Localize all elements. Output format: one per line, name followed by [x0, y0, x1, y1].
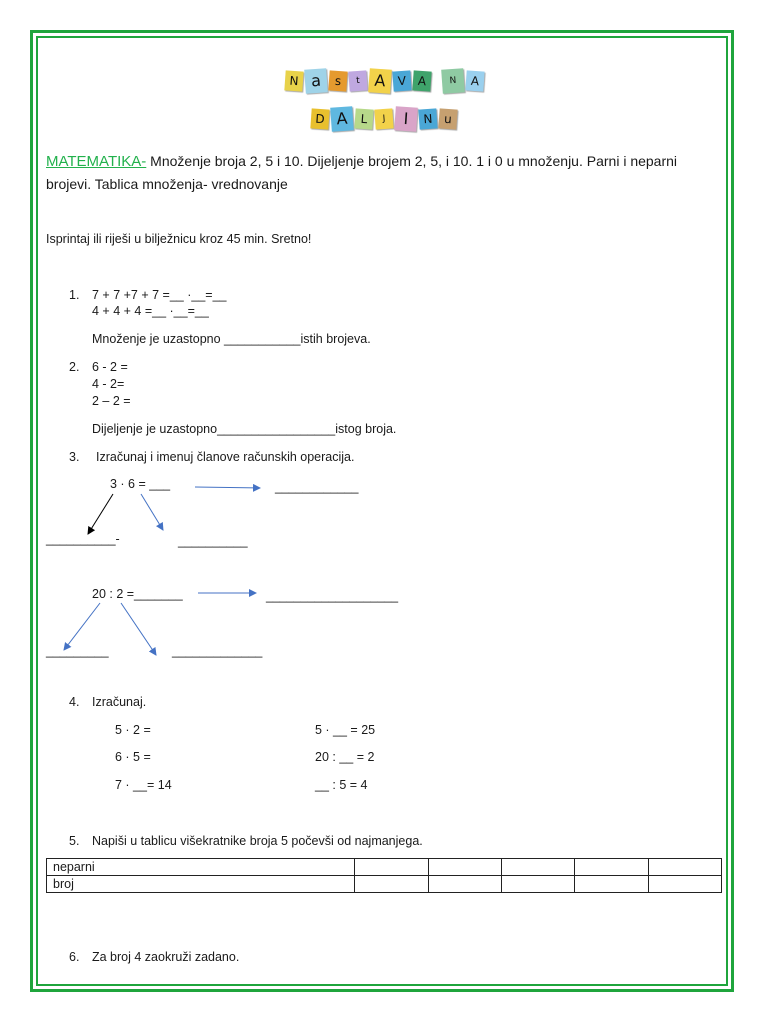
table-cell[interactable]: [428, 876, 501, 893]
table-cell[interactable]: [428, 859, 501, 876]
task6-number: 6.: [69, 950, 80, 964]
task5-number: 5.: [69, 834, 80, 848]
task2-line3: 2 – 2 =: [92, 394, 131, 408]
arrow-mult-result: [195, 487, 260, 488]
task4-left-3: 7 · __= 14: [115, 778, 172, 792]
task3-div-result-blank: ___________________: [266, 589, 399, 603]
logo-letter-tile: u: [438, 108, 457, 129]
logo-letter-tile: A: [412, 70, 431, 91]
logo-letter-tile: N: [441, 68, 465, 93]
task3-number: 3.: [69, 450, 80, 464]
table-cell[interactable]: [648, 859, 721, 876]
table-row: [47, 859, 722, 876]
task2-line2: 4 - 2=: [92, 377, 125, 391]
table-cell-label: neparni: [47, 859, 355, 876]
task4-left-2: 6 · 5 =: [115, 750, 151, 764]
topic-text: Množenje broja 2, 5 i 10. Dijeljenje brojem 2, 5, i 10. 1 i 0 u množenju. Parni i neparni: [146, 153, 678, 169]
task1-line2: 4 + 4 + 4 =__ ·__=__: [92, 304, 209, 318]
logo-letter-tile: s: [328, 70, 347, 91]
table-cell[interactable]: [355, 859, 428, 876]
table-cell[interactable]: [502, 876, 575, 893]
task4-left-1: 5 · 2 =: [115, 723, 151, 737]
table-cell-label: broj: [47, 876, 355, 893]
logo-letter-tile: A: [368, 68, 392, 93]
task2-rule: Dijeljenje je uzastopno_________________istog broja.: [92, 422, 397, 436]
logo-letter-tile: A: [330, 106, 354, 131]
task4-text: Izračunaj.: [92, 695, 147, 709]
arrow-mult-left: [88, 494, 113, 534]
subject-heading: MATEMATIKA-: [46, 153, 147, 170]
task5-text: Napiši u tablicu višekratnike broja 5 počevši od najmanjega.: [92, 834, 423, 848]
task1-number: 1.: [69, 288, 80, 302]
logo-letter-tile: L: [354, 108, 373, 129]
table-cell[interactable]: [575, 859, 648, 876]
arrow-mult-mid: [141, 494, 163, 530]
multiples-table: [46, 858, 722, 893]
task6-text: Za broj 4 zaokruži zadano.: [92, 950, 240, 964]
table-cell[interactable]: [502, 859, 575, 876]
logo-letter-tile: D: [310, 108, 329, 129]
task4-right-3: __ : 5 = 4: [315, 778, 368, 792]
logo-letter-tile: t: [348, 70, 367, 91]
table-cell[interactable]: [575, 876, 648, 893]
task3-text: Izračunaj i imenuj članove računskih operacija.: [96, 450, 355, 464]
task3-mult-expression: 3 · 6 = ___: [110, 477, 171, 491]
table-row: [47, 876, 722, 893]
logo-letter-tile: a: [304, 68, 328, 93]
logo-letter-tile: J: [374, 108, 393, 129]
task3-mult-left-blank: __________-: [46, 532, 120, 546]
logo-letter-tile: I: [394, 106, 418, 131]
task3-div-expression: 20 : 2 =_______: [92, 587, 183, 601]
table-cell[interactable]: [648, 876, 721, 893]
task2-number: 2.: [69, 360, 80, 374]
arrow-div-left: [64, 603, 100, 650]
task2-line1: 6 - 2 =: [92, 360, 128, 374]
logo-letter-tile: V: [392, 70, 411, 91]
table-cell[interactable]: [355, 876, 428, 893]
task3-mult-result-blank: ____________: [275, 480, 359, 494]
task4-right-1: 5 · __ = 25: [315, 723, 376, 737]
task3-mult-mid-blank: __________: [178, 534, 248, 548]
task1-line1: 7 + 7 +7 + 7 =__ ·__=__: [92, 288, 227, 302]
logo-letter-tile: A: [465, 70, 484, 91]
intro-text: Isprintaj ili riješi u bilježnicu kroz 45 min. Sretno!: [46, 232, 312, 246]
task1-rule: Množenje je uzastopno ___________istih brojeva.: [92, 332, 371, 346]
task4-right-2: 20 : __ = 2: [315, 750, 375, 764]
arrow-div-mid: [121, 603, 156, 655]
task3-div-left-blank: _________: [46, 644, 109, 658]
topic-text-line2: brojevi. Tablica množenja- vrednovanje: [46, 176, 288, 192]
logo-letter-tile: N: [418, 108, 437, 129]
task3-div-mid-blank: _____________: [172, 644, 263, 658]
task4-number: 4.: [69, 695, 80, 709]
logo-letter-tile: N: [284, 70, 303, 91]
